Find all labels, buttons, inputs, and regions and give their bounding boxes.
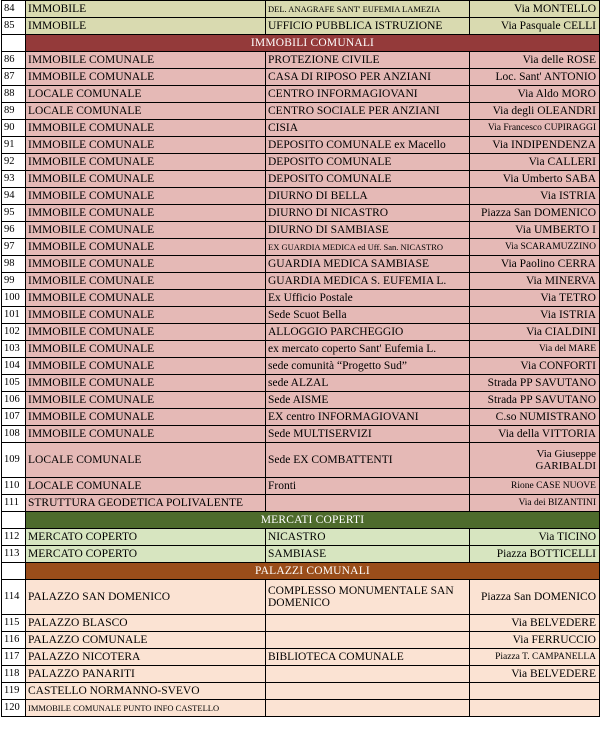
row-number: 116 [2,632,26,649]
asset-type-cell: MERCATO COPERTO [26,529,266,546]
asset-type-cell: IMMOBILE COMUNALE [26,205,266,222]
asset-type-cell: IMMOBILE COMUNALE [26,392,266,409]
table-row [2,443,600,478]
description-line-2: DOMENICO [268,597,330,609]
assets-table-body [2,1,600,717]
asset-type-cell: IMMOBILE COMUNALE [26,256,266,273]
asset-description-cell: DEL. ANAGRAFE SANT' EUFEMIA LAMEZIA [266,1,470,18]
row-number: 107 [2,409,26,426]
asset-description-cell: Fronti [266,478,470,495]
table-row [2,171,600,188]
row-number: 118 [2,666,26,683]
asset-type-cell: IMMOBILE COMUNALE [26,137,266,154]
asset-type-cell: IMMOBILE COMUNALE [26,69,266,86]
table-row [2,154,600,171]
asset-location-cell: Via degli OLEANDRI [470,103,600,120]
asset-location-cell: Via BELVEDERE [470,666,600,683]
asset-location-cell: Via TETRO [470,290,600,307]
asset-description-cell: DEPOSITO COMUNALE [266,154,470,171]
asset-type-cell: LOCALE COMUNALE [26,86,266,103]
table-row [2,222,600,239]
row-number: 104 [2,358,26,375]
asset-type-cell: IMMOBILE COMUNALE [26,358,266,375]
section-header-spacer [2,35,26,52]
asset-location-cell: Via INDIPENDENZA [470,137,600,154]
asset-type-cell: IMMOBILE COMUNALE [26,375,266,392]
row-number: 85 [2,18,26,35]
asset-location-cell: Piazza San DOMENICO [470,205,600,222]
asset-type-cell: IMMOBILE COMUNALE PUNTO INFO CASTELLO [26,700,266,717]
asset-type-cell: IMMOBILE [26,1,266,18]
asset-description-cell: Sede EX COMBATTENTI [266,443,470,478]
row-number: 95 [2,205,26,222]
asset-description-cell: Sede Scuot Bella [266,307,470,324]
asset-description-cell: EX centro INFORMAGIOVANI [266,409,470,426]
section-header-palazzi [2,563,600,580]
row-number: 113 [2,546,26,563]
asset-description-cell [266,495,470,512]
asset-type-cell: IMMOBILE [26,18,266,35]
asset-description-cell: Ex Ufficio Postale [266,290,470,307]
table-row [2,358,600,375]
row-number: 93 [2,171,26,188]
asset-location-cell: Via UMBERTO I [470,222,600,239]
row-number: 112 [2,529,26,546]
asset-type-cell: IMMOBILE COMUNALE [26,188,266,205]
asset-location-cell: Strada PP SAVUTANO [470,392,600,409]
asset-location-cell: Via MONTELLO [470,1,600,18]
asset-type-cell: IMMOBILE COMUNALE [26,171,266,188]
asset-description-cell: NICASTRO [266,529,470,546]
table-row [2,546,600,563]
asset-location-cell: Strada PP SAVUTANO [470,375,600,392]
asset-location-cell: Via dei BIZANTINI [470,495,600,512]
table-row [2,375,600,392]
row-number: 89 [2,103,26,120]
table-row [2,426,600,443]
table-row [2,290,600,307]
table-row [2,239,600,256]
table-row [2,205,600,222]
row-number: 105 [2,375,26,392]
asset-description-cell: UFFICIO PUBBLICA ISTRUZIONE [266,18,470,35]
asset-location-cell: Via ISTRIA [470,307,600,324]
asset-location-cell: Via Pasquale CELLI [470,18,600,35]
asset-type-cell: PALAZZO BLASCO [26,615,266,632]
table-row [2,120,600,137]
asset-description-cell: GUARDIA MEDICA S. EUFEMIA L. [266,273,470,290]
row-number: 106 [2,392,26,409]
asset-description-cell: ALLOGGIO PARCHEGGIO [266,324,470,341]
asset-description-cell [266,700,470,717]
asset-location-cell: C.so NUMISTRANO [470,409,600,426]
asset-location-cell: Via Aldo MORO [470,86,600,103]
location-line-2: GARIBALDI [535,460,596,472]
row-number: 114 [2,580,26,615]
table-row [2,52,600,69]
table-row [2,86,600,103]
table-row [2,1,600,18]
asset-type-cell: IMMOBILE COMUNALE [26,426,266,443]
asset-type-cell: IMMOBILE COMUNALE [26,52,266,69]
table-row [2,580,600,615]
asset-description-cell: CENTRO INFORMAGIOVANI [266,86,470,103]
asset-description-cell: DEPOSITO COMUNALE ex Macello [266,137,470,154]
asset-type-cell: IMMOBILE COMUNALE [26,307,266,324]
asset-location-cell: Via TICINO [470,529,600,546]
asset-location-cell [470,683,600,700]
asset-type-cell: CASTELLO NORMANNO-SVEVO [26,683,266,700]
asset-description-cell: DIURNO DI SAMBIASE [266,222,470,239]
row-number: 96 [2,222,26,239]
row-number: 103 [2,341,26,358]
asset-description-cell: GUARDIA MEDICA SAMBIASE [266,256,470,273]
row-number: 117 [2,649,26,666]
asset-type-cell: IMMOBILE COMUNALE [26,273,266,290]
asset-location-cell: Via Francesco CUPIRAGGI [470,120,600,137]
table-row [2,103,600,120]
asset-location-cell: Via MINERVA [470,273,600,290]
asset-type-cell: LOCALE COMUNALE [26,443,266,478]
row-number: 86 [2,52,26,69]
asset-description-cell: DEPOSITO COMUNALE [266,171,470,188]
table-row [2,649,600,666]
asset-location-cell: Via della VITTORIA [470,426,600,443]
asset-description-cell: CISIA [266,120,470,137]
asset-location-cell: Via BELVEDERE [470,615,600,632]
table-row [2,341,600,358]
row-number: 99 [2,273,26,290]
asset-location-cell: Via ISTRIA [470,188,600,205]
asset-description-cell: CASA DI RIPOSO PER ANZIANI [266,69,470,86]
asset-location-cell: Via del MARE [470,341,600,358]
description-line-1: COMPLESSO MONUMENTALE SAN [268,585,454,597]
row-number: 91 [2,137,26,154]
asset-location-cell: Rione CASE NUOVE [470,478,600,495]
asset-location-cell [470,443,600,478]
section-header-mercati [2,512,600,529]
asset-description-cell: BIBLIOTECA COMUNALE [266,649,470,666]
row-number: 120 [2,700,26,717]
asset-location-cell: Piazza San DOMENICO [470,580,600,615]
section-header-spacer [2,512,26,529]
table-row [2,683,600,700]
asset-location-cell: Via Umberto SABA [470,171,600,188]
asset-description-cell: sede ALZAL [266,375,470,392]
table-row [2,273,600,290]
table-row [2,188,600,205]
table-row [2,307,600,324]
row-number: 92 [2,154,26,171]
asset-location-cell: Via SCARAMUZZINO [470,239,600,256]
row-number: 100 [2,290,26,307]
table-row [2,256,600,273]
table-row [2,18,600,35]
asset-description-cell: sede comunità “Progetto Sud” [266,358,470,375]
asset-type-cell: IMMOBILE COMUNALE [26,120,266,137]
table-row [2,529,600,546]
asset-type-cell: PALAZZO NICOTERA [26,649,266,666]
row-number: 102 [2,324,26,341]
asset-description-cell [266,666,470,683]
asset-description-cell: ex mercato coperto Sant' Eufemia L. [266,341,470,358]
table-row [2,137,600,154]
asset-description-cell: CENTRO SOCIALE PER ANZIANI [266,103,470,120]
table-row [2,666,600,683]
row-number: 111 [2,495,26,512]
asset-description-cell: DIURNO DI NICASTRO [266,205,470,222]
row-number: 90 [2,120,26,137]
asset-type-cell: LOCALE COMUNALE [26,478,266,495]
row-number: 88 [2,86,26,103]
asset-location-cell: Via Paolino CERRA [470,256,600,273]
assets-table [1,0,600,717]
row-number: 94 [2,188,26,205]
section-header-immobili [2,35,600,52]
asset-type-cell: PALAZZO SAN DOMENICO [26,580,266,615]
asset-type-cell: IMMOBILE COMUNALE [26,239,266,256]
asset-location-cell: Via CALLERI [470,154,600,171]
location-line-1: Via Giuseppe [536,448,596,460]
asset-location-cell: Via CIALDINI [470,324,600,341]
asset-location-cell: Loc. Sant' ANTONIO [470,69,600,86]
asset-type-cell: MERCATO COPERTO [26,546,266,563]
asset-location-cell [470,700,600,717]
row-number: 110 [2,478,26,495]
row-number: 115 [2,615,26,632]
table-row [2,495,600,512]
row-number: 119 [2,683,26,700]
asset-type-cell: IMMOBILE COMUNALE [26,222,266,239]
asset-description-cell: EX GUARDIA MEDICA ed Uff. San. NICASTRO [266,239,470,256]
row-number: 109 [2,443,26,478]
row-number: 101 [2,307,26,324]
asset-type-cell: IMMOBILE COMUNALE [26,290,266,307]
asset-type-cell: IMMOBILE COMUNALE [26,324,266,341]
row-number: 97 [2,239,26,256]
asset-type-cell: IMMOBILE COMUNALE [26,154,266,171]
row-number: 87 [2,69,26,86]
table-row [2,409,600,426]
asset-description-cell [266,632,470,649]
asset-type-cell: IMMOBILE COMUNALE [26,341,266,358]
asset-description-cell: Sede MULTISERVIZI [266,426,470,443]
row-number: 108 [2,426,26,443]
asset-location-cell: Via delle ROSE [470,52,600,69]
table-row [2,632,600,649]
asset-location-cell: Via FERRUCCIO [470,632,600,649]
asset-type-cell: IMMOBILE COMUNALE [26,409,266,426]
asset-description-cell [266,580,470,615]
asset-location-cell: Piazza T. CAMPANELLA [470,649,600,666]
table-row [2,478,600,495]
table-row [2,324,600,341]
asset-description-cell [266,615,470,632]
asset-description-cell: Sede AISME [266,392,470,409]
asset-type-cell: PALAZZO COMUNALE [26,632,266,649]
section-header-spacer [2,563,26,580]
table-row [2,392,600,409]
section-title: IMMOBILI COMUNALI [26,35,600,52]
asset-location-cell: Piazza BOTTICELLI [470,546,600,563]
table-row [2,69,600,86]
asset-description-cell: DIURNO DI BELLA [266,188,470,205]
asset-location-cell: Via CONFORTI [470,358,600,375]
section-title: MERCATI COPERTI [26,512,600,529]
asset-type-cell: STRUTTURA GEODETICA POLIVALENTE [26,495,266,512]
table-row [2,615,600,632]
row-number: 98 [2,256,26,273]
asset-type-cell: PALAZZO PANARITI [26,666,266,683]
asset-description-cell: PROTEZIONE CIVILE [266,52,470,69]
section-title: PALAZZI COMUNALI [26,563,600,580]
row-number: 84 [2,1,26,18]
asset-type-cell: LOCALE COMUNALE [26,103,266,120]
asset-description-cell [266,683,470,700]
table-row [2,700,600,717]
asset-description-cell: SAMBIASE [266,546,470,563]
